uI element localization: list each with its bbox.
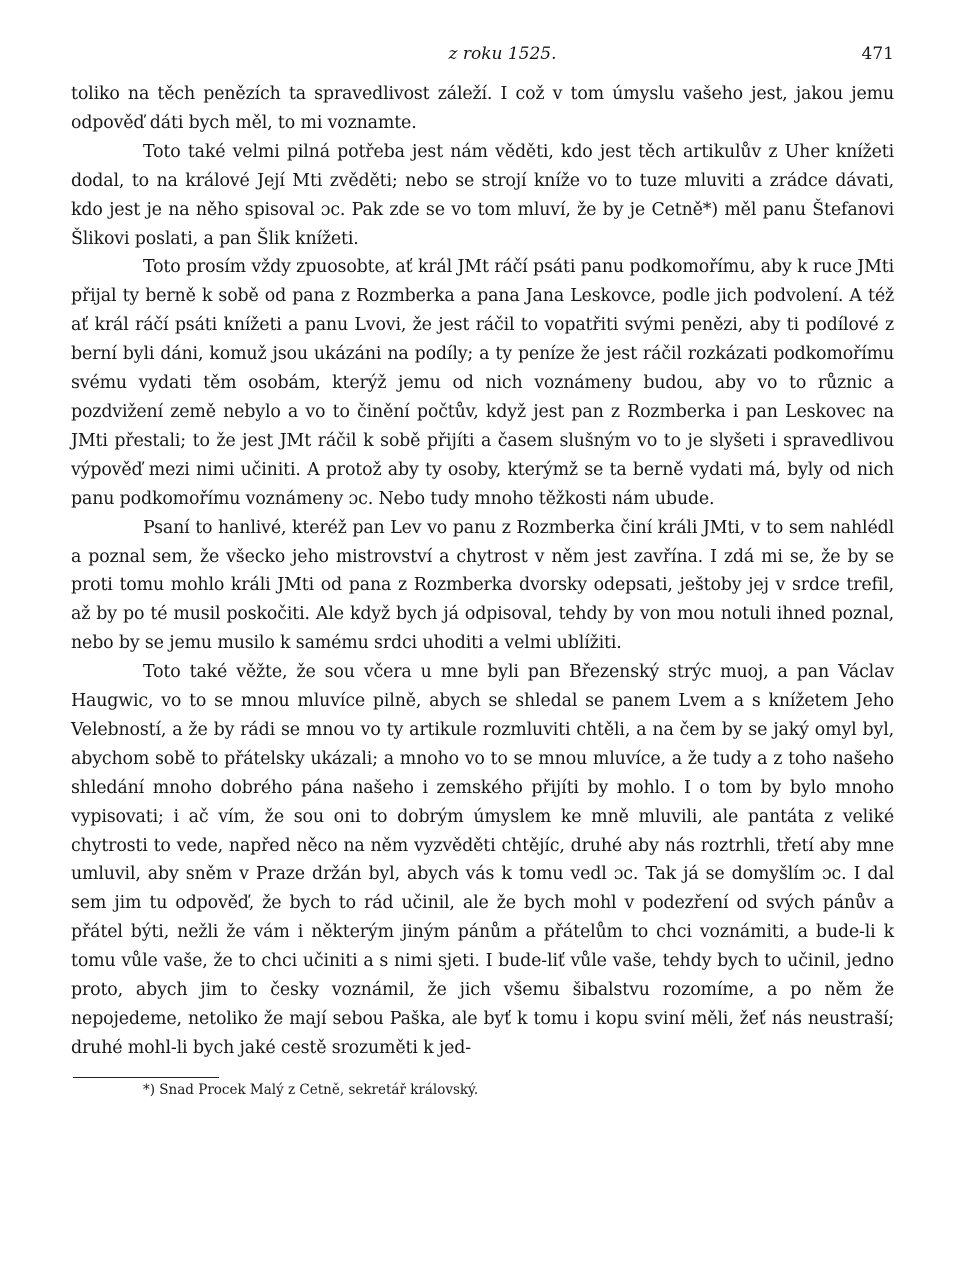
- running-head: [71, 40, 894, 80]
- body-text: [71, 80, 894, 1063]
- paragraph: Toto prosím vždy zpuosobte, ať král JMt ráčí psáti panu podkomořímu, aby k ruce JMti přijal ty berně k sobě od pana z Rozmberka a pana Jana Leskovce, podle jich podvolení. A též ať král ráčí psáti knížeti a panu Lvovi, že jest ráčil to vopatřiti svými penězi, aby ti podílové z berní byli dáni, komuž jsou ukázáni na podíly; a ty peníze že jest ráčil rozkázati podkomořímu svému vydati těm osobám, kterýž jemu od nich voznámeny budou, aby vo to různic a pozdvižení země nebylo a vo to činění počtův, když jest pan z Rozmberka i pan Leskovec na JMti přestali; to že jest JMt ráčil k sobě přijíti a časem slušným vo to je slyšeti i spravedlivou výpověď mezi nimi učiniti. A protož aby ty osoby, kterýmž se ta berně vydati má, byly od nich panu podkomořímu voznámeny ɔc. Nebo tudy mnoho těžkosti nám ubude.: [71, 257, 894, 509]
- footnote-divider: [73, 1077, 219, 1078]
- paragraph: Toto také velmi pilná potřeba jest nám věděti, kdo jest těch artikulův z Uher knížeti dodal, to na králové Její Mti zvěděti; nebo se strojí kníže vo to tuze mluviti a zrádce dávati, kdo jest je na něho spisoval ɔc. Pak zde se vo tom mluví, že by je Cetně*) měl panu Štefanovi Šlikovi poslati, a pan Šlik knížeti.: [71, 141, 894, 249]
- running-title: z roku 1525.: [448, 44, 557, 64]
- footnote: *) Snad Procek Malý z Cetně, sekretář královský.: [143, 1081, 479, 1098]
- paragraph: Toto také věžte, že sou včera u mne byli pan Březenský strýc muoj, a pan Václav Haugwic, vo to se mnou mluvíce pilně, abych se shledal se panem Lvem a s knížetem Jeho Velebností, a že by rádi se mnou vo ty artikule rozmluviti chtěli, a na čem by se jaký omyl byl, abychom sobě to přátelsky ukázali; a mnoho vo to se mnou mluvíce, a že tudy a z toho našeho shledání mnoho dobrého pána našeho i zemského přijíti by mohlo. I o tom by bylo mnoho vypisovati; i ač vím, že sou oni to dobrým úmyslem ke mně mluvili, ale pantáta z veliké chytrosti to vede, napřed něco na něm vyzvěděti chtějíc, druhé aby nás roztrhli, třetí aby mne umluvil, aby sněm v Praze držán byl, abych vás k tomu vedl ɔc. Tak já se domyšlím ɔc. I dal sem jim tu odpověď, že bych to rád učinil, ale že bych mohl v podezření od svých pánův a přátel býti, nežli že vám i některým jiným pánům a přátelům to chci voznámiti, a bude-li k tomu vůle vaše, že to chci učiniti a s nimi sjeti. I bude-liť vůle vaše, tehdy bych to učinil, jedno proto, abych jim to česky voznámil, že jich všemu šibalstvu rozomíme, a po něm že nepojedeme, netoliko že mají sebou Paška, ale byť k tomu i kopu sviní měli, žeť nás neustraší; druhé mohl-li bych jaké cestě srozuměti k jed-: [71, 662, 894, 1058]
- paragraph: toliko na těch penězích ta spravedlivost záleží. I což v tom úmyslu vašeho jest, jakou jemu odpověď dáti bych měl, to mi voznamte.: [71, 84, 894, 133]
- paragraph: Psaní to hanlivé, kteréž pan Lev vo panu z Rozmberka činí králi JMti, v to sem nahlédl a poznal sem, že všecko jeho mistrovství a chytrost v něm jest zavřína. I zdá mi se, že by se proti tomu mohlo králi JMti od pana z Rozmberka dvorsky odepsati, ještoby jej v srdce trefil, až by po té musil poskočiti. Ale když bych já odpisoval, tehdy by von mou notuli ihned poznal, nebo by se jemu musilo k samému srdci uhoditi a velmi ublížiti.: [71, 517, 894, 654]
- page-number: 471: [861, 44, 894, 64]
